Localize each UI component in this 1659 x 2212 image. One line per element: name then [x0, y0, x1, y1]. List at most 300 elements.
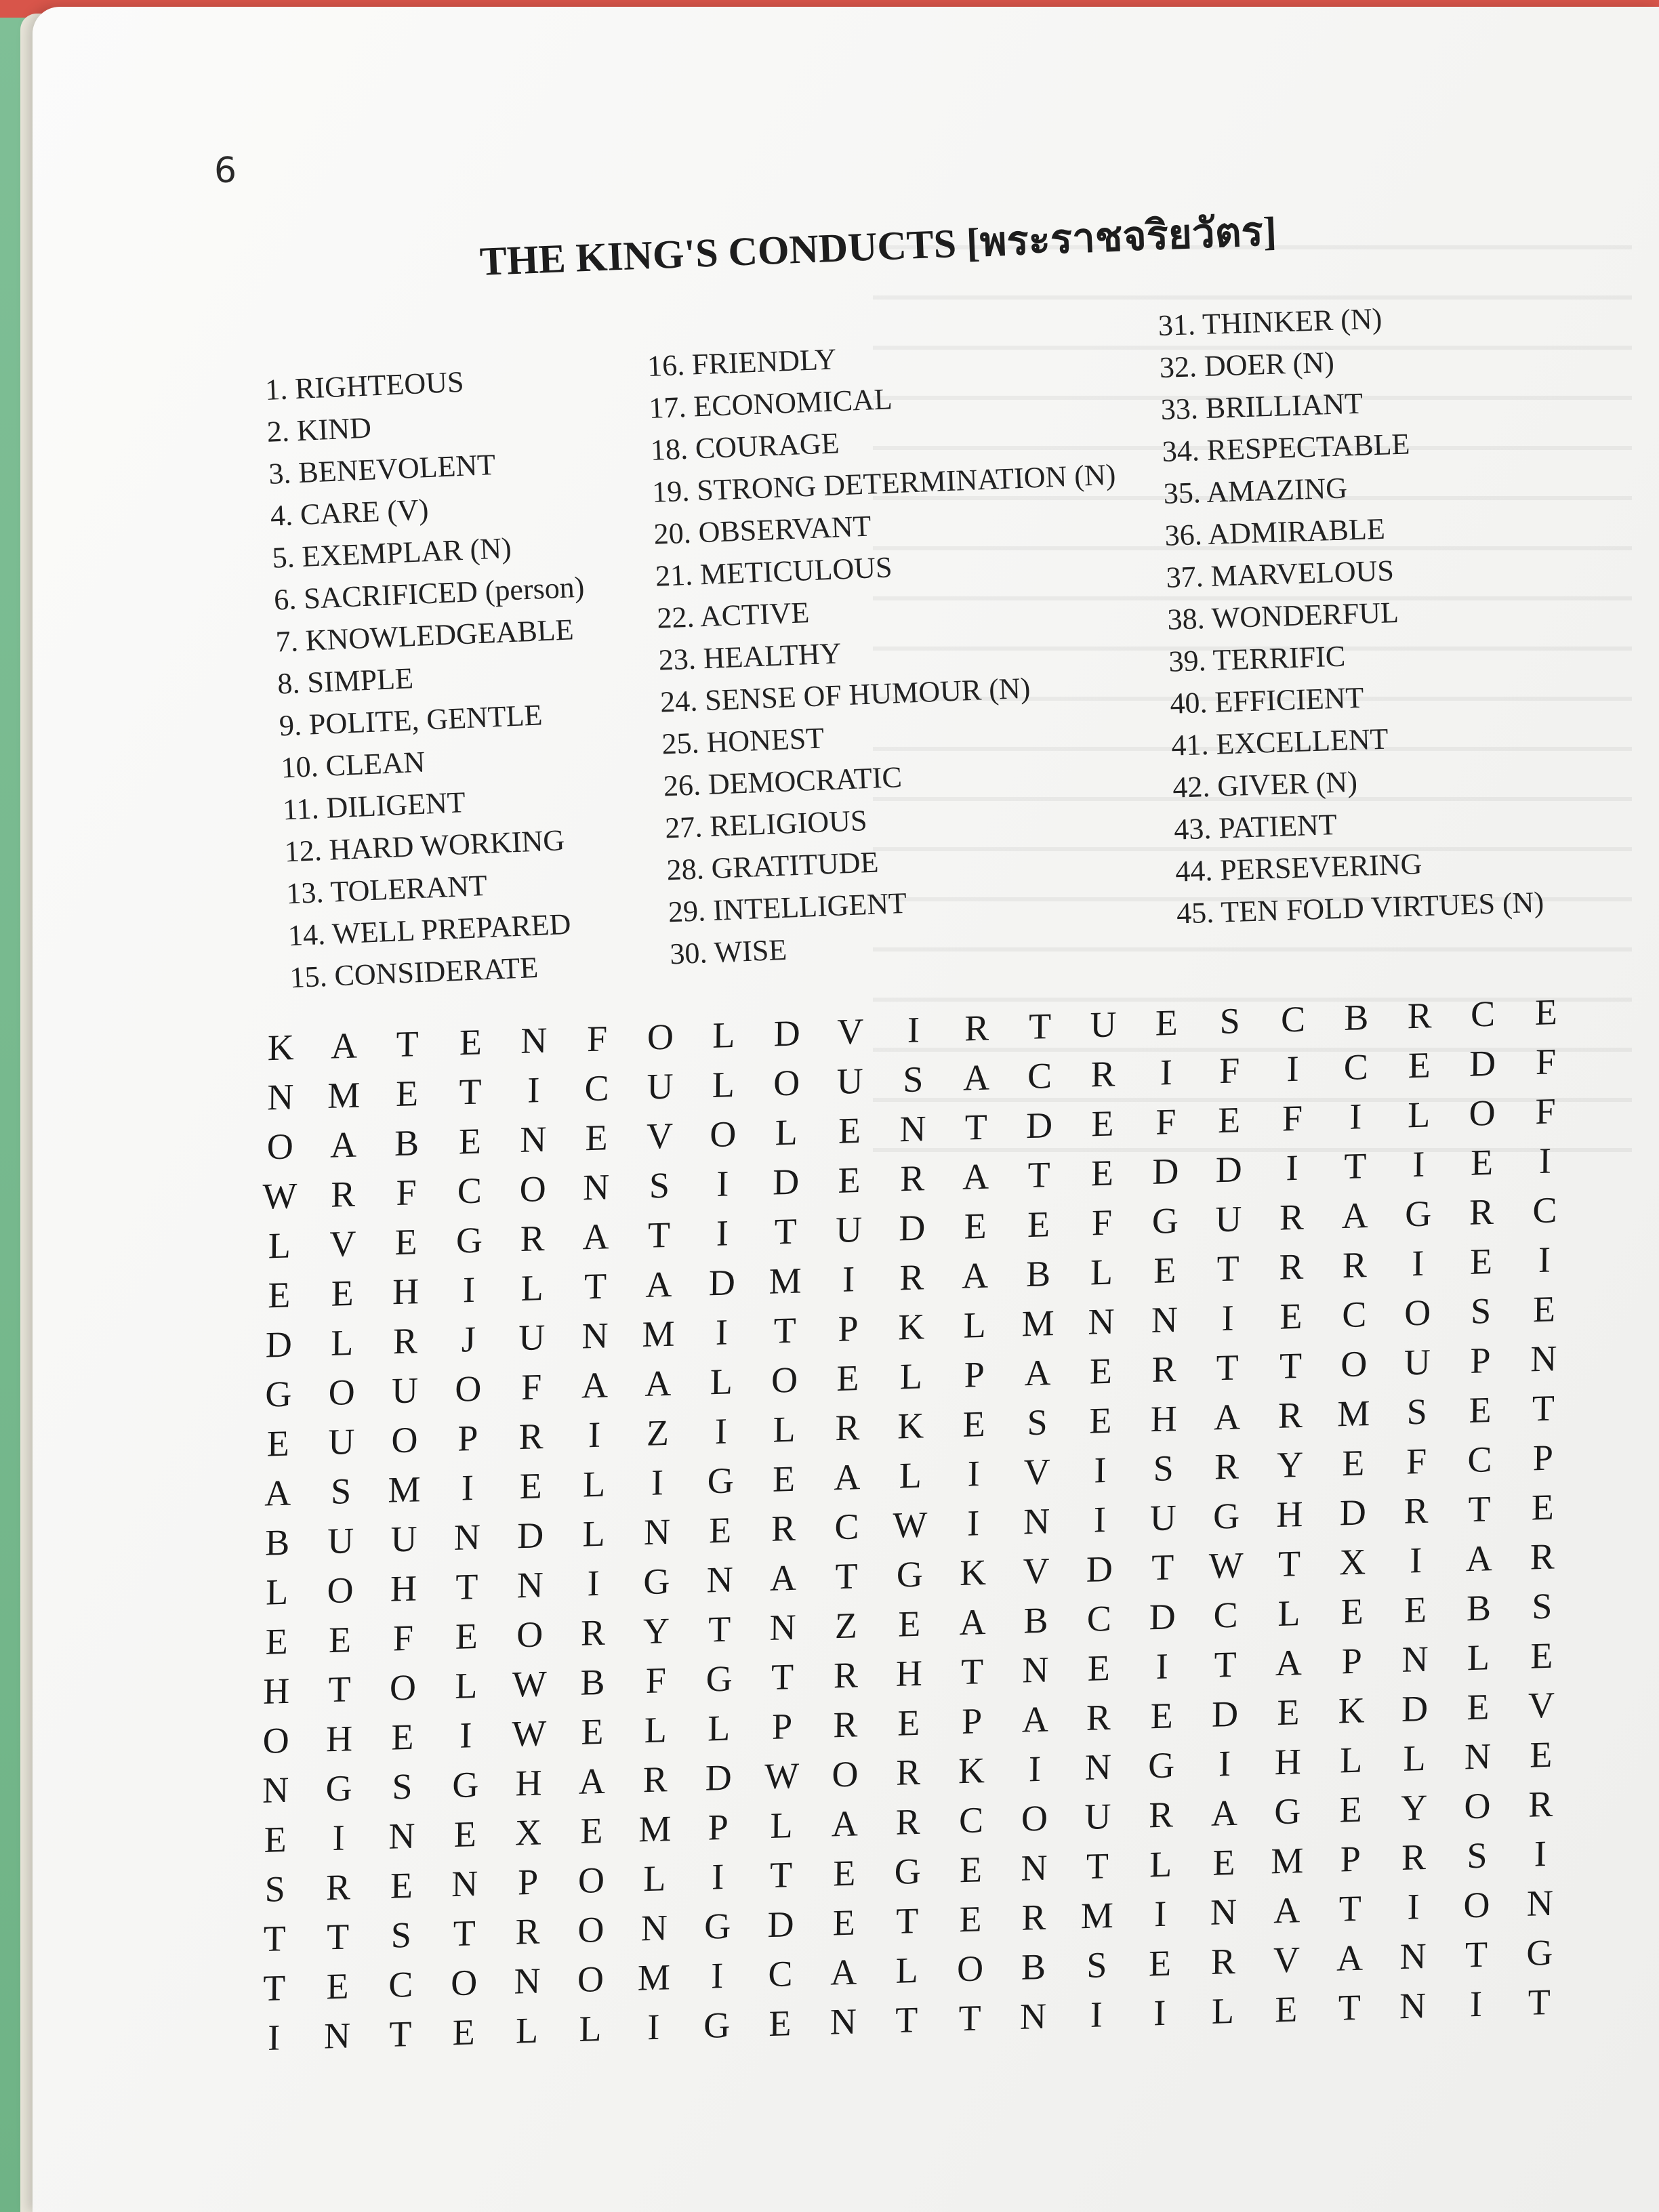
word-list-item: 23. HEALTHY — [657, 636, 842, 677]
grid-letter: C — [1086, 1597, 1112, 1639]
grid-letter: R — [518, 1415, 544, 1457]
grid-letter: R — [895, 1801, 921, 1843]
grid-letter: E — [1530, 1635, 1553, 1677]
grid-letter: T — [1028, 1005, 1052, 1047]
grid-letter: T — [1027, 1153, 1050, 1195]
grid-letter: N — [1401, 1638, 1429, 1680]
grid-letter: L — [455, 1664, 478, 1706]
word-list-item: 31. THINKER (N) — [1158, 302, 1382, 342]
grid-letter: T — [1528, 1981, 1551, 2023]
grid-letter: P — [457, 1417, 478, 1459]
word-list-item: 14. WELL PREPARED — [287, 907, 572, 953]
grid-letter: F — [1535, 1090, 1556, 1132]
grid-letter: V — [836, 1010, 864, 1052]
grid-letter: D — [708, 1261, 736, 1303]
word-list-item: 37. MARVELOUS — [1165, 554, 1395, 594]
grid-letter: S — [392, 1765, 413, 1807]
grid-letter: I — [527, 1069, 540, 1111]
grid-letter: O — [455, 1368, 482, 1410]
grid-letter: K — [959, 1551, 987, 1593]
grid-letter: R — [771, 1507, 796, 1549]
grid-letter: I — [1412, 1143, 1425, 1185]
grid-letter: E — [1340, 1590, 1364, 1632]
grid-letter: U — [1404, 1341, 1431, 1383]
grid-letter: F — [645, 1659, 667, 1701]
word-list-item: 5. EXEMPLAR (N) — [271, 531, 512, 575]
grid-letter: E — [1531, 1486, 1555, 1528]
grid-letter: E — [959, 1898, 982, 1940]
grid-letter: B — [265, 1521, 290, 1563]
grid-letter: L — [266, 1571, 289, 1613]
grid-letter: G — [703, 2004, 731, 2046]
grid-letter: A — [1275, 1641, 1303, 1683]
grid-letter: L — [712, 1014, 735, 1056]
grid-letter: O — [327, 1569, 354, 1611]
grid-letter: O — [516, 1613, 544, 1655]
grid-letter: E — [1091, 1102, 1114, 1144]
grid-letter: V — [646, 1115, 674, 1157]
grid-letter: T — [263, 1917, 286, 1959]
grid-letter: I — [907, 1008, 920, 1050]
grid-letter: E — [458, 1120, 482, 1162]
grid-letter: M — [388, 1468, 421, 1511]
grid-letter: L — [710, 1360, 733, 1402]
grid-letter: E — [265, 1620, 288, 1662]
grid-letter: A — [959, 1601, 986, 1643]
grid-letter: N — [706, 1558, 733, 1600]
grid-letter: G — [705, 1657, 733, 1700]
grid-letter: D — [767, 1903, 794, 1945]
grid-letter: K — [267, 1026, 295, 1068]
word-list-item: 33. BRILLIANT — [1160, 386, 1364, 426]
grid-letter: M — [1337, 1392, 1370, 1434]
grid-letter: L — [331, 1322, 354, 1364]
grid-letter: E — [452, 2011, 475, 2053]
grid-letter: N — [643, 1511, 671, 1553]
grid-letter: E — [1218, 1099, 1241, 1141]
grid-letter: C — [584, 1067, 609, 1109]
grid-letter: T — [1216, 1346, 1239, 1388]
grid-letter: L — [1277, 1592, 1300, 1634]
grid-letter: A — [1213, 1395, 1241, 1438]
grid-letter: E — [394, 1221, 417, 1263]
grid-letter: A — [1273, 1889, 1300, 1931]
grid-letter: R — [1401, 1836, 1427, 1878]
grid-letter: N — [1399, 1984, 1427, 2026]
grid-letter: A — [645, 1263, 672, 1305]
grid-letter: C — [1532, 1189, 1557, 1231]
grid-letter: G — [894, 1850, 921, 1892]
grid-letter: E — [1404, 1589, 1427, 1631]
grid-letter: C — [768, 1952, 793, 1994]
grid-letter: I — [714, 1410, 728, 1452]
grid-letter: E — [1469, 1240, 1493, 1282]
grid-letter: V — [329, 1223, 356, 1265]
grid-letter: G — [452, 1763, 479, 1805]
grid-letter: T — [1279, 1345, 1303, 1387]
grid-letter: W — [262, 1174, 298, 1217]
grid-letter: T — [895, 1999, 918, 2041]
grid-letter: E — [964, 1205, 987, 1247]
grid-letter: O — [328, 1371, 355, 1413]
grid-letter: R — [1469, 1191, 1494, 1233]
grid-letter: L — [1090, 1251, 1113, 1293]
grid-letter: E — [395, 1072, 419, 1114]
grid-letter: R — [1530, 1536, 1555, 1578]
grid-letter: R — [515, 1910, 540, 1952]
grid-letter: A — [1210, 1792, 1238, 1834]
grid-letter: E — [1467, 1685, 1490, 1727]
grid-letter: F — [1091, 1202, 1113, 1243]
grid-letter: E — [1087, 1647, 1111, 1689]
grid-letter: E — [266, 1422, 290, 1465]
grid-letter: A — [1024, 1351, 1051, 1393]
grid-letter: R — [325, 1866, 351, 1908]
grid-letter: E — [959, 1848, 983, 1890]
grid-letter: F — [396, 1171, 417, 1213]
grid-letter: E — [459, 1021, 483, 1063]
grid-letter: L — [1211, 1990, 1235, 2032]
word-list-item: 4. CARE (V) — [270, 493, 430, 533]
grid-letter: O — [519, 1168, 547, 1210]
grid-letter: I — [1154, 1893, 1167, 1934]
grid-letter: C — [834, 1505, 859, 1547]
grid-letter: E — [453, 1813, 477, 1855]
grid-letter: K — [958, 1749, 985, 1791]
grid-letter: M — [637, 1956, 671, 1999]
grid-letter: G — [1526, 1931, 1553, 1973]
grid-letter: G — [1151, 1200, 1179, 1242]
grid-letter: C — [1470, 993, 1496, 1035]
grid-letter: T — [896, 1900, 919, 1942]
grid-letter: L — [963, 1304, 986, 1346]
grid-letter: E — [1089, 1350, 1113, 1392]
grid-letter: E — [268, 1273, 291, 1315]
grid-letter: E — [519, 1465, 542, 1507]
grid-letter: I — [647, 2006, 660, 2047]
grid-letter: F — [1282, 1097, 1303, 1139]
grid-letter: E — [838, 1109, 861, 1151]
grid-letter: N — [514, 1960, 541, 2002]
grid-letter: S — [1086, 1944, 1107, 1986]
grid-letter: D — [899, 1206, 926, 1248]
grid-letter: R — [896, 1751, 921, 1793]
page-title: THE KING'S CONDUCTS [พระราชจริยวัตร] — [478, 208, 1277, 284]
grid-letter: H — [325, 1717, 353, 1759]
grid-letter: Y — [1400, 1786, 1428, 1828]
grid-letter: I — [1469, 1983, 1483, 2024]
grid-letter: D — [1339, 1491, 1367, 1533]
grid-letter: M — [769, 1259, 802, 1302]
grid-letter: I — [1160, 1051, 1173, 1093]
grid-letter: A — [830, 1950, 857, 1993]
book-page — [33, 7, 1659, 2212]
grid-letter: T — [769, 1853, 793, 1896]
grid-letter: N — [267, 1076, 294, 1118]
grid-letter: V — [1023, 1549, 1050, 1591]
grid-letter: T — [263, 1967, 286, 2009]
grid-letter: V — [1023, 1450, 1050, 1492]
word-search-puzzle — [242, 985, 1611, 2095]
grid-letter: I — [1028, 1748, 1042, 1789]
grid-letter: B — [1021, 1946, 1046, 1988]
grid-letter: R — [1279, 1246, 1304, 1288]
grid-letter: E — [455, 1615, 478, 1657]
grid-letter: I — [461, 1467, 474, 1509]
grid-letter: E — [1342, 1441, 1365, 1483]
grid-letter: E — [1089, 1399, 1112, 1441]
word-list-item: 20. OBSERVANT — [653, 509, 872, 551]
grid-letter: N — [323, 2014, 351, 2057]
grid-letter: C — [1280, 998, 1306, 1040]
grid-letter: R — [520, 1217, 546, 1259]
grid-letter: W — [512, 1662, 547, 1705]
grid-letter: A — [1336, 1937, 1364, 1979]
grid-letter: G — [643, 1560, 670, 1602]
word-list-column-2 — [647, 328, 1134, 976]
grid-letter: R — [392, 1319, 418, 1361]
grid-letter: I — [1538, 1239, 1551, 1280]
grid-letter: W — [764, 1755, 800, 1797]
grid-letter: U — [391, 1369, 419, 1411]
grid-letter: O — [1464, 1784, 1491, 1826]
grid-letter: P — [1532, 1437, 1554, 1478]
grid-letter: O — [389, 1666, 417, 1708]
grid-letter: D — [1469, 1042, 1496, 1084]
grid-letter: H — [1274, 1740, 1302, 1782]
grid-letter: Y — [1276, 1443, 1304, 1486]
grid-letter: E — [1534, 991, 1558, 1033]
grid-letter: M — [642, 1313, 675, 1355]
grid-letter: E — [769, 2002, 792, 2044]
grid-letter: L — [644, 1708, 668, 1750]
grid-letter: E — [1150, 1694, 1173, 1736]
grid-letter: E — [1090, 1151, 1114, 1193]
word-list-item: 17. ECONOMICAL — [648, 382, 893, 425]
grid-letter: A — [831, 1802, 859, 1844]
word-list-item: 44. PERSEVERING — [1174, 847, 1423, 888]
grid-letter: R — [642, 1758, 668, 1800]
grid-letter: L — [712, 1063, 735, 1105]
grid-letter: P — [838, 1307, 859, 1349]
grid-letter: B — [1025, 1252, 1051, 1294]
grid-letter: R — [1151, 1348, 1177, 1390]
grid-letter: I — [587, 1562, 600, 1603]
grid-letter: N — [640, 1906, 668, 1948]
grid-letter: E — [962, 1403, 985, 1445]
grid-letter: U — [390, 1517, 417, 1559]
grid-letter: R — [331, 1173, 356, 1215]
grid-letter: D — [773, 1012, 800, 1054]
grid-letter: T — [1468, 1488, 1491, 1530]
word-list-item: 41. EXCELLENT — [1170, 722, 1389, 762]
grid-letter: O — [577, 1958, 605, 2000]
grid-letter: E — [1275, 1988, 1298, 2030]
grid-letter: O — [771, 1359, 798, 1401]
grid-letter: L — [579, 2007, 602, 2049]
grid-letter: I — [1221, 1297, 1234, 1338]
grid-letter: M — [1080, 1894, 1114, 1936]
grid-letter: N — [1464, 1735, 1492, 1777]
grid-letter: I — [459, 1714, 472, 1756]
grid-letter: N — [1021, 1847, 1048, 1889]
grid-letter: E — [1532, 1288, 1556, 1330]
grid-letter: H — [263, 1670, 290, 1712]
grid-letter: N — [453, 1516, 481, 1558]
grid-letter: A — [1021, 1698, 1049, 1740]
grid-letter: E — [897, 1702, 920, 1744]
grid-letter: T — [453, 1912, 476, 1954]
grid-letter: O — [1021, 1797, 1048, 1839]
grid-letter: L — [708, 1707, 731, 1749]
grid-letter: I — [1349, 1095, 1362, 1137]
grid-letter: U — [647, 1065, 674, 1107]
grid-letter: K — [1338, 1689, 1365, 1732]
grid-letter: B — [394, 1122, 419, 1164]
grid-letter: W — [1208, 1544, 1244, 1586]
grid-letter: E — [391, 1716, 414, 1758]
grid-letter: T — [835, 1555, 858, 1597]
grid-letter: S — [1153, 1447, 1174, 1489]
grid-letter: H — [1276, 1493, 1303, 1535]
grid-letter: N — [581, 1314, 609, 1356]
grid-letter: T — [396, 1023, 419, 1065]
grid-letter: L — [1403, 1737, 1426, 1779]
grid-letter: R — [900, 1157, 925, 1199]
grid-letter: D — [1025, 1104, 1053, 1146]
grid-letter: R — [1407, 994, 1433, 1036]
grid-letter: N — [1526, 1882, 1554, 1924]
grid-letter: T — [459, 1070, 482, 1112]
grid-letter: A — [581, 1364, 609, 1406]
word-list-item: 38. WONDERFUL — [1166, 596, 1399, 636]
grid-letter: R — [1148, 1793, 1174, 1835]
grid-letter: I — [1407, 1885, 1420, 1927]
word-list-item: 28. GRATITUDE — [665, 845, 880, 887]
grid-letter: A — [264, 1472, 291, 1514]
grid-letter: O — [262, 1719, 289, 1761]
grid-letter: O — [647, 1016, 674, 1058]
word-list-item: 10. CLEAN — [280, 745, 426, 785]
word-list-item: 25. HONEST — [661, 721, 825, 761]
word-list-item: 12. HARD WORKING — [283, 823, 566, 869]
grid-letter: L — [899, 1454, 922, 1496]
grid-letter: T — [389, 2013, 412, 2055]
grid-letter: O — [391, 1418, 418, 1460]
grid-letter: I — [1218, 1742, 1231, 1784]
grid-letter: G — [265, 1372, 292, 1415]
grid-letter: R — [835, 1406, 860, 1448]
grid-letter: L — [1467, 1636, 1490, 1678]
grid-letter: L — [895, 1949, 918, 1991]
grid-letter: R — [899, 1256, 924, 1298]
grid-letter: P — [964, 1353, 985, 1395]
word-list-item: 18. COURAGE — [649, 426, 840, 467]
grid-letter: N — [830, 2001, 857, 2043]
word-list-item: 3. BENEVOLENT — [268, 447, 497, 491]
grid-letter: F — [392, 1617, 414, 1658]
grid-letter: I — [1409, 1539, 1422, 1581]
grid-letter: T — [773, 1309, 796, 1351]
grid-letter: R — [580, 1612, 606, 1654]
grid-letter: D — [1152, 1150, 1179, 1192]
grid-letter: E — [1027, 1203, 1050, 1245]
grid-letter: E — [1470, 1141, 1494, 1183]
grid-letter: I — [1534, 1832, 1547, 1875]
grid-letter: L — [520, 1267, 544, 1309]
grid-letter: E — [832, 1902, 856, 1943]
grid-letter: E — [838, 1159, 861, 1201]
grid-letter: X — [1339, 1540, 1366, 1582]
grid-letter: R — [1090, 1052, 1115, 1094]
grid-letter: L — [268, 1224, 291, 1266]
grid-letter: R — [1404, 1490, 1429, 1532]
grid-letter: I — [651, 1461, 664, 1503]
grid-letter: E — [580, 1809, 603, 1851]
grid-letter: I — [715, 1311, 729, 1353]
word-list-item: 2. KIND — [266, 411, 372, 449]
grid-letter: I — [711, 1954, 724, 1996]
grid-letter: I — [1286, 1048, 1299, 1089]
grid-letter: I — [1286, 1147, 1298, 1188]
grid-letter: G — [707, 1459, 735, 1501]
grid-letter: C — [388, 1963, 413, 2005]
grid-letter: D — [517, 1514, 544, 1556]
grid-letter: R — [1021, 1896, 1046, 1938]
grid-letter: N — [520, 1118, 547, 1160]
word-list-item: 22. ACTIVE — [656, 596, 811, 635]
grid-letter: R — [1528, 1783, 1553, 1825]
grid-letter: D — [705, 1757, 732, 1799]
grid-letter: D — [1086, 1548, 1113, 1590]
grid-letter: L — [1149, 1843, 1172, 1885]
grid-letter: O — [773, 1061, 800, 1103]
grid-letter: I — [1155, 1645, 1168, 1687]
word-list-item: 43. PATIENT — [1173, 808, 1338, 846]
grid-letter: N — [769, 1606, 796, 1648]
grid-letter: S — [1467, 1834, 1488, 1876]
grid-letter: U — [1214, 1197, 1242, 1240]
grid-letter: B — [1023, 1599, 1048, 1641]
grid-letter: E — [772, 1458, 796, 1500]
word-list-item: 8. SIMPLE — [276, 661, 414, 701]
grid-letter: M — [1271, 1839, 1304, 1881]
grid-letter: A — [582, 1215, 609, 1257]
grid-letter: I — [967, 1502, 980, 1544]
grid-letter: E — [328, 1618, 352, 1660]
grid-letter: C — [958, 1799, 984, 1841]
grid-letter: T — [326, 1915, 350, 1957]
grid-letter: S — [649, 1164, 670, 1206]
grid-letter: T — [958, 1996, 981, 2039]
grid-letter: O — [266, 1125, 294, 1167]
grid-letter: F — [586, 1017, 608, 1059]
grid-letter: O — [1463, 1883, 1490, 1926]
grid-letter: G — [325, 1767, 352, 1809]
grid-letter: H — [390, 1567, 417, 1610]
grid-letter: N — [516, 1563, 544, 1605]
grid-letter: F — [1218, 1049, 1240, 1091]
grid-letter: I — [1090, 1993, 1103, 2035]
grid-letter: D — [265, 1323, 293, 1366]
grid-letter: L — [775, 1111, 798, 1153]
grid-letter: N — [388, 1815, 415, 1857]
grid-letter: I — [332, 1817, 345, 1858]
grid-letter: S — [1406, 1391, 1427, 1433]
grid-letter: P — [708, 1806, 729, 1848]
grid-letter: E — [390, 1864, 413, 1906]
grid-letter: R — [1342, 1244, 1368, 1286]
